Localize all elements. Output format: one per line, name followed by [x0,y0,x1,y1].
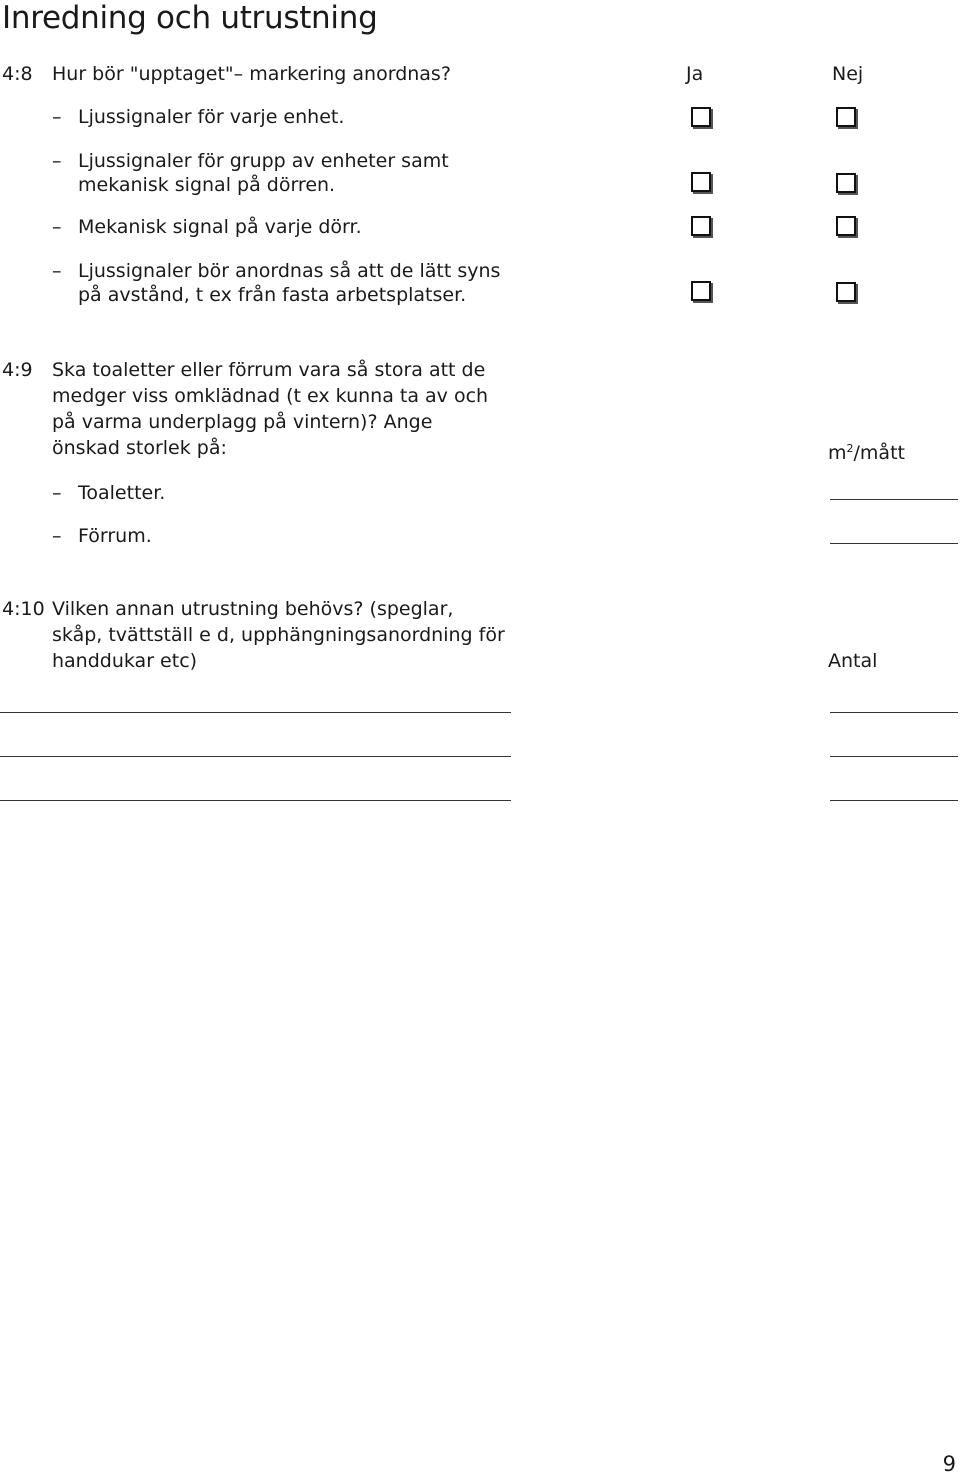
count-input-line-3[interactable] [830,800,958,801]
equipment-input-line-3[interactable] [0,800,511,801]
count-input-line-1[interactable] [830,712,958,713]
question-4-9-line2: medger viss omklädnad (t ex kunna ta av och [52,385,489,407]
question-number-4-10: 4:10 [2,598,45,620]
question-4-9-line3: på varma underplagg på vintern)? Ange [52,411,433,433]
equipment-input-line-2[interactable] [0,756,511,757]
list-dash: – [52,106,62,128]
toilets-size-input-line[interactable] [830,499,958,500]
question-4-10-line1: Vilken annan utrustning behövs? (speglar, [52,598,454,620]
question-4-8-text: Hur bör "upptaget"– markering anordnas? [52,63,451,85]
list-dash: – [52,150,62,172]
item-toilets: Toaletter. [78,482,166,504]
checkbox-no-visible-distance[interactable] [836,282,856,302]
option-light-signals-each-unit: Ljussignaler för varje enhet. [78,106,345,128]
list-dash: – [52,482,62,504]
question-number-4-9: 4:9 [2,359,33,381]
list-dash: – [52,260,62,282]
list-dash: – [52,525,62,547]
option-mechanical-signal-each-door: Mekanisk signal på varje dörr. [78,216,362,238]
question-number-4-8: 4:8 [2,63,33,85]
equipment-input-line-1[interactable] [0,712,511,713]
list-dash: – [52,216,62,238]
checkbox-no-group-signals[interactable] [836,173,856,193]
checkbox-no-light-signals-each-unit[interactable] [836,107,856,127]
checkbox-yes-visible-distance[interactable] [691,281,711,301]
option-visible-distance-line2: på avstånd, t ex från fasta arbetsplatser. [78,284,467,306]
checkbox-yes-group-signals[interactable] [691,172,711,192]
question-4-9-line4: önskad storlek på: [52,437,227,459]
question-4-10-line2: skåp, tvättställ e d, upphängningsanordning för [52,624,505,646]
question-4-9-line1: Ska toaletter eller förrum vara så stora att de [52,359,486,381]
column-header-no: Nej [832,63,864,85]
count-input-line-2[interactable] [830,756,958,757]
item-anterooms: Förrum. [78,525,152,547]
page-title: Inredning och utrustning [2,0,378,36]
question-4-10-line3: handdukar etc) [52,650,198,672]
checkbox-yes-light-signals-each-unit[interactable] [691,107,711,127]
count-label: Antal [828,650,878,672]
anterooms-size-input-line[interactable] [830,543,958,544]
unit-label-area: $m^2$/mått [828,442,905,464]
option-group-signals-line2: mekanisk signal på dörren. [78,174,336,196]
checkbox-no-mechanical-signal[interactable] [836,216,856,236]
checkbox-yes-mechanical-signal[interactable] [691,216,711,236]
column-header-yes: Ja [686,63,704,85]
page-number: 9 [942,1452,956,1476]
option-visible-distance-line1: Ljussignaler bör anordnas så att de lätt syns [78,260,501,282]
option-group-signals-line1: Ljussignaler för grupp av enheter samt [78,150,449,172]
